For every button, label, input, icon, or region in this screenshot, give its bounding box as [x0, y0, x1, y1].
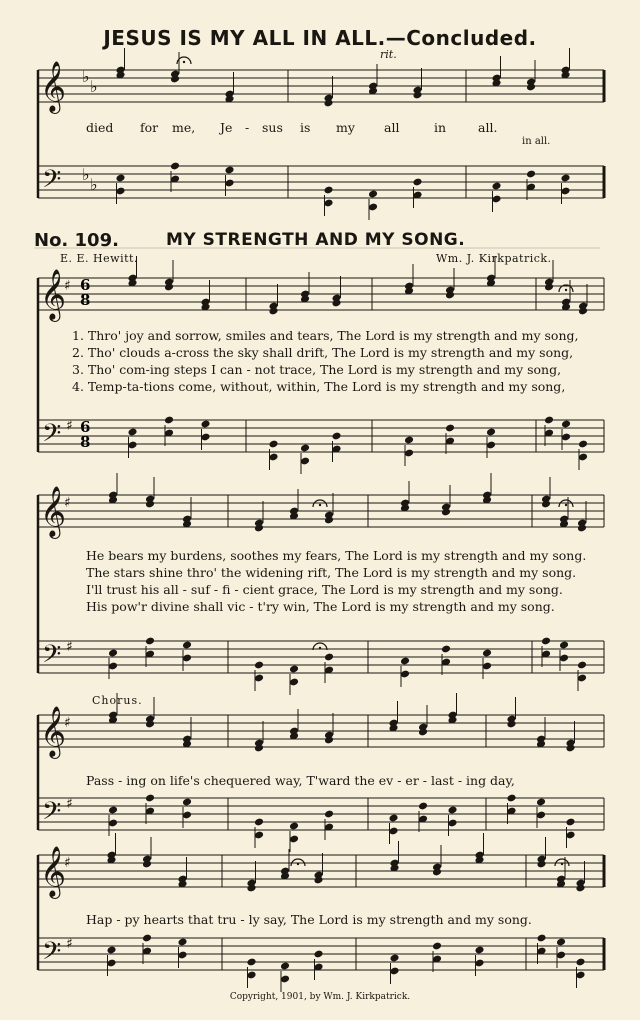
verse-4-line-2: His pow'r divine shall vic - t'ry win, The Lord is my strength and my song.: [86, 599, 555, 614]
lyric-word: sus: [262, 120, 283, 135]
note-head: [556, 938, 566, 947]
author-credit: E. E. Hewitt.: [60, 252, 138, 265]
fermata-dot: [565, 504, 567, 506]
note-head: [289, 665, 299, 674]
fermata-dot: [561, 863, 563, 865]
sharp-icon: ♯: [64, 278, 71, 294]
treble-clef-icon: 𝄞: [40, 486, 67, 537]
note-head: [445, 424, 455, 433]
note-head: [560, 174, 570, 183]
note-head: [224, 166, 234, 175]
note-head: [482, 649, 492, 658]
note-head: [115, 174, 125, 183]
flat-icon: ♭: [90, 77, 98, 96]
note-head: [561, 420, 571, 429]
verse-3-line-2: I'll trust his all - suf - fi - cient grace, The Lord is my strength and my song.: [86, 582, 563, 597]
sharp-icon: ♯: [64, 495, 71, 511]
sharp-icon: ♯: [66, 639, 73, 655]
note-head: [474, 946, 484, 955]
note-head: [578, 440, 588, 449]
verse-3-line-1: 3. Tho' com-ing steps I can - not trace, The Lord is my strength and my song,: [72, 362, 562, 377]
composer-credit: Wm. J. Kirkpatrick.: [436, 252, 552, 265]
bass-clef-icon: 𝄢: [42, 937, 62, 972]
flat-icon: ♭: [82, 67, 90, 86]
copyright-notice: Copyright, 1901, by Wm. J. Kirkpatrick.: [229, 992, 411, 1002]
note-head: [300, 444, 310, 453]
note-head: [254, 818, 264, 827]
note-head: [108, 806, 118, 815]
note-head: [491, 182, 501, 191]
ritardando-mark: rit.: [380, 48, 397, 61]
note-head: [182, 798, 192, 807]
note-head: [544, 416, 554, 425]
note-head: [145, 637, 155, 646]
note-head: [145, 794, 155, 803]
note-head: [200, 420, 210, 429]
note-head: [331, 432, 341, 441]
hymn-number: No. 109.: [34, 230, 119, 251]
note-head: [486, 428, 496, 437]
note-head: [324, 810, 334, 819]
chorus-line-2: Hap - py hearts that tru - ly say, The Lord is my strength and my song.: [86, 912, 532, 927]
sharp-icon: ♯: [66, 936, 73, 952]
note-head: [506, 794, 516, 803]
note-head: [404, 436, 414, 445]
note-head: [541, 637, 551, 646]
sharp-icon: ♯: [66, 796, 73, 812]
note-head: [108, 649, 118, 658]
note-head: [418, 802, 428, 811]
lyric-word: is: [300, 120, 311, 135]
lyric-word: all: [384, 120, 400, 135]
fermata-dot: [319, 647, 321, 649]
lyric-word: died: [86, 120, 114, 135]
note-head: [254, 661, 264, 670]
sharp-icon: ♯: [64, 715, 71, 731]
note-head: [268, 440, 278, 449]
fermata-dot: [565, 289, 567, 291]
hymn-title: MY STRENGTH AND MY SONG.: [166, 230, 466, 250]
time-signature-top: 6: [80, 418, 91, 436]
note-head: [388, 814, 398, 823]
lyric-word: all.: [478, 120, 498, 135]
flat-icon: ♭: [90, 175, 98, 194]
note-head: [246, 958, 256, 967]
note-head: [575, 958, 585, 967]
note-head: [280, 962, 290, 971]
note-head: [313, 950, 323, 959]
time-signature-bottom: 8: [80, 433, 91, 451]
verse-2-line-2: The stars shine thro' the widening rift, The Lord is my strength and my song.: [86, 565, 577, 580]
note-head: [400, 657, 410, 666]
note-head: [447, 806, 457, 815]
note-head: [127, 428, 137, 437]
verse-1-line-2: He bears my burdens, soothes my fears, The Lord is my strength and my song.: [86, 548, 587, 563]
note-head: [432, 942, 442, 951]
note-head: [559, 641, 569, 650]
note-head: [526, 170, 536, 179]
fermata-dot: [319, 504, 321, 506]
bass-clef-icon: 𝄢: [42, 419, 62, 454]
lyric-word: in: [434, 120, 447, 135]
note-head: [577, 661, 587, 670]
verse-1-line-1: 1. Thro' joy and sorrow, smiles and tears, The Lord is my strength and my song,: [72, 328, 579, 343]
chorus-line-1: Pass - ing on life's chequered way, T'ward the ev - er - last - ing day,: [86, 773, 515, 788]
verse-2-line-1: 2. Tho' clouds a-cross the sky shall drift, The Lord is my strength and my song,: [72, 345, 574, 360]
lyric-word: my: [336, 120, 355, 135]
treble-clef-icon: 𝄞: [40, 846, 67, 897]
note-head: [164, 416, 174, 425]
note-head: [389, 954, 399, 963]
note-head: [142, 934, 152, 943]
treble-clef-icon: 𝄞: [40, 269, 67, 320]
fermata-dot: [183, 61, 185, 63]
note-head: [289, 822, 299, 831]
note-head: [536, 798, 546, 807]
sharp-icon: ♯: [66, 418, 73, 434]
lyric-word: for: [140, 120, 159, 135]
sharp-icon: ♯: [64, 855, 71, 871]
alto-echo-lyric: in all.: [522, 136, 551, 147]
lyric-word: -: [245, 120, 250, 135]
bass-clef-icon: 𝄢: [42, 640, 62, 675]
bass-clef-icon: 𝄢: [42, 797, 62, 832]
note-head: [182, 641, 192, 650]
time-signature-top: 6: [80, 276, 91, 294]
note-head: [323, 186, 333, 195]
lyric-word: Je: [220, 120, 233, 135]
chorus-label: Chorus.: [92, 694, 143, 707]
note-head: [441, 645, 451, 654]
note-head: [412, 178, 422, 187]
verse-4-line-1: 4. Temp-ta-tions come, without, within, The Lord is my strength and my song,: [72, 379, 566, 394]
note-head: [177, 938, 187, 947]
note-head: [565, 818, 575, 827]
bass-clef-icon: 𝄢: [42, 165, 62, 200]
continued-title: JESUS IS MY ALL IN ALL.—Concluded.: [103, 26, 537, 50]
time-signature-bottom: 8: [80, 291, 91, 309]
note-head: [324, 653, 334, 662]
fermata-dot: [297, 863, 299, 865]
treble-clef-icon: 𝄞: [40, 61, 67, 112]
note-head: [368, 190, 378, 199]
treble-clef-icon: 𝄞: [40, 706, 67, 757]
note-head: [106, 946, 116, 955]
lyric-word: me,: [172, 120, 196, 135]
flat-icon: ♭: [82, 165, 90, 184]
note-head: [536, 934, 546, 943]
note-head: [170, 162, 180, 171]
